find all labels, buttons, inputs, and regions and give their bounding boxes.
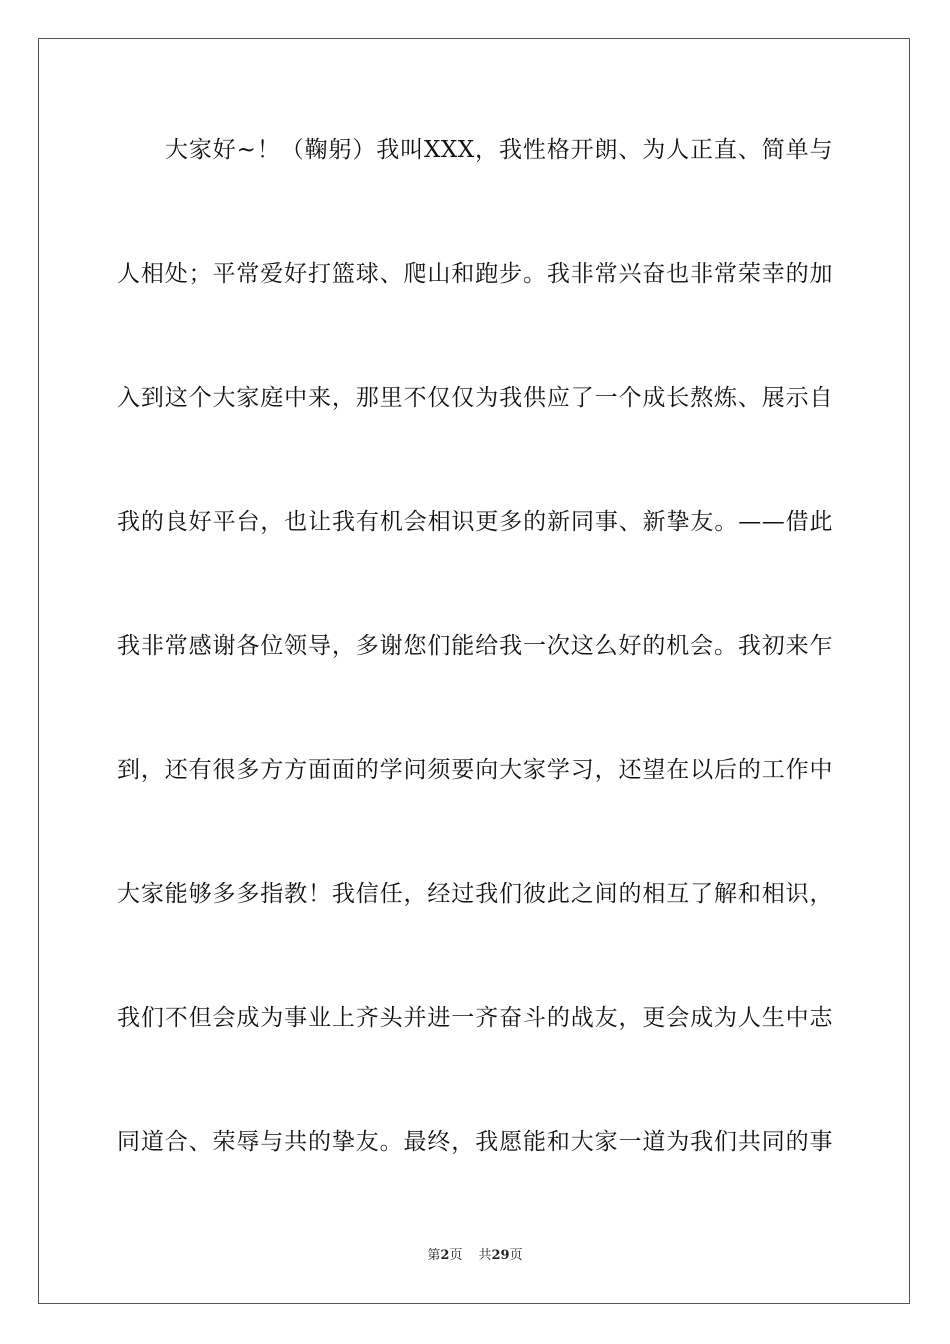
text-line: 我的良好平台，也让我有机会相识更多的新同事、新挚友。——借此	[117, 509, 833, 535]
page-suffix: 页	[449, 1248, 463, 1263]
text-line: 我们不但会成为事业上齐头并进一齐奋斗的战友，更会成为人生中志	[117, 1005, 833, 1031]
text-line: 大家能够多多指教！我信任，经过我们彼此之间的相互了解和相识，	[117, 881, 833, 907]
text-line: 同道合、荣辱与共的挚友。最终，我愿能和大家一道为我们共同的事	[117, 1129, 833, 1155]
page-footer	[0, 1247, 950, 1265]
text-line: 人相处；平常爱好打篮球、爬山和跑步。我非常兴奋也非常荣幸的加	[117, 261, 833, 287]
total-pages: 29	[491, 1248, 510, 1263]
page-border	[38, 38, 910, 1304]
text-line: 到，还有很多方方面面的学问须要向大家学习，还望在以后的工作中	[117, 757, 833, 783]
text-line: 大家好~！（鞠躬）我叫XXX，我性格开朗、为人正直、简单与	[165, 137, 833, 163]
text-line: 入到这个大家庭中来，那里不仅仅为我供应了一个成长熬炼、展示自	[117, 385, 833, 411]
total-prefix: 共	[478, 1248, 492, 1263]
text-line: 我非常感谢各位领导，多谢您们能给我一次这么好的机会。我初来乍	[117, 633, 833, 659]
page-prefix: 第	[427, 1248, 441, 1263]
page-number: 2	[440, 1248, 450, 1263]
total-suffix: 页	[509, 1248, 523, 1263]
